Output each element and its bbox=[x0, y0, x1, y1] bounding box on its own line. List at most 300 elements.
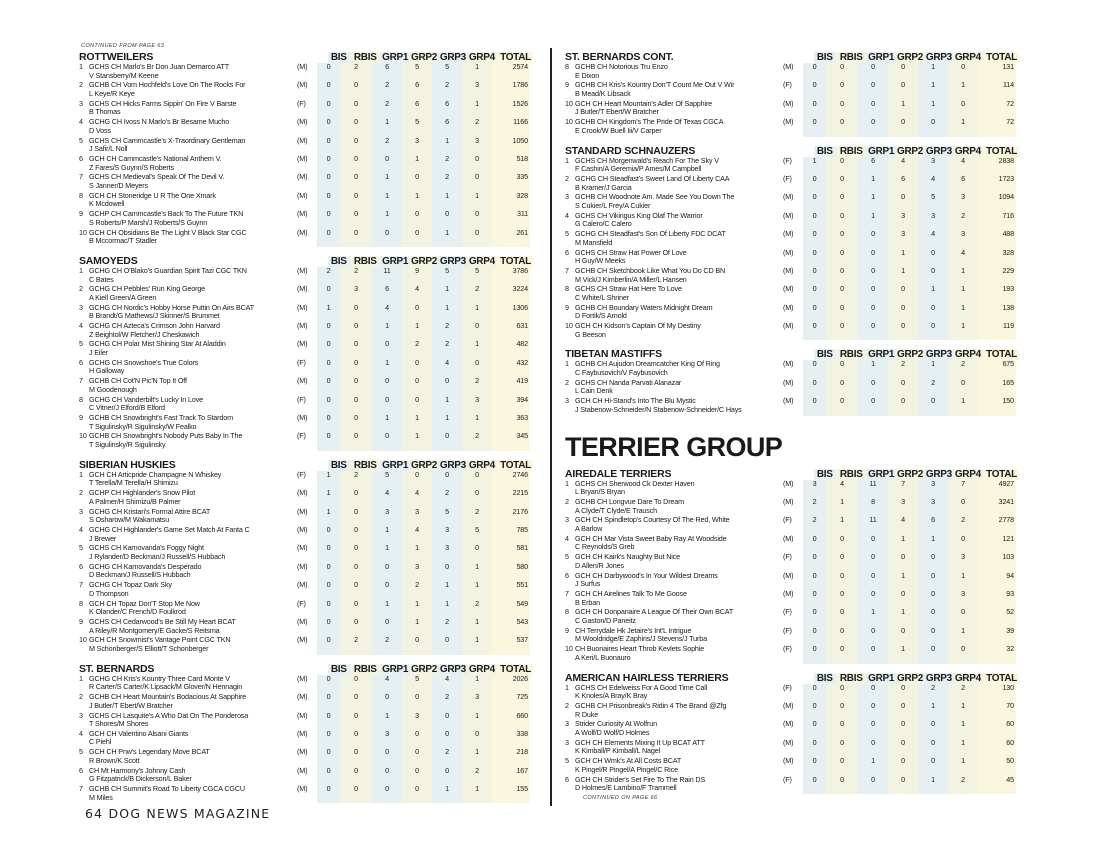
total-points: 72 bbox=[978, 100, 1016, 118]
rbis-count: 0 bbox=[826, 285, 858, 303]
grp3-count: 1 bbox=[432, 192, 462, 210]
grp2-count: 1 bbox=[888, 608, 918, 626]
total-points: 3241 bbox=[978, 498, 1016, 516]
total-points: 580 bbox=[492, 563, 530, 581]
rbis-count: 0 bbox=[340, 340, 372, 358]
rbis-count: 2 bbox=[340, 63, 372, 81]
grp1-count: 1 bbox=[372, 210, 402, 228]
grp1-count: 0 bbox=[858, 230, 888, 248]
dog-owners: J Butler/T Ebert/W Bratcher bbox=[575, 108, 659, 117]
dog-name: GCH CH Airelines Talk To Me Goose bbox=[575, 589, 687, 598]
grp3-count: 6 bbox=[918, 516, 948, 534]
dog-owners: H Guy/W Meeks bbox=[575, 257, 626, 266]
grp1-count: 0 bbox=[858, 81, 888, 99]
dog-sex: (F) bbox=[783, 155, 792, 165]
total-points: 482 bbox=[492, 340, 530, 358]
grp1-count: 0 bbox=[372, 377, 402, 395]
rbis-count: 0 bbox=[826, 379, 858, 397]
total-points: 631 bbox=[492, 322, 530, 340]
grp4-count: 1 bbox=[948, 702, 978, 720]
rbis-count: 0 bbox=[340, 748, 372, 766]
section-header bbox=[79, 458, 533, 471]
bis-count: 0 bbox=[317, 173, 340, 191]
grp3-count: 1 bbox=[918, 285, 948, 303]
grp1-count: 3 bbox=[372, 730, 402, 748]
rank-number: 6 bbox=[565, 774, 569, 784]
bis-count: 0 bbox=[803, 702, 826, 720]
rbis-count: 0 bbox=[826, 572, 858, 590]
dog-name: GCHG CH Kris's Kountry Three Card Monte V bbox=[89, 674, 230, 683]
total-points: 3224 bbox=[492, 285, 530, 303]
dog-owners: T Sigulinsky/R Sigulinsky/W Fealko bbox=[89, 422, 197, 431]
grp2-count: 0 bbox=[402, 377, 432, 395]
dog-entry bbox=[575, 645, 783, 663]
dog-name: GCH CH Pnw's Legendary Move BCAT bbox=[89, 748, 210, 757]
table-row bbox=[565, 608, 1019, 626]
bis-count: 0 bbox=[317, 81, 340, 99]
dog-entry bbox=[575, 285, 783, 303]
dog-sex: (F) bbox=[297, 469, 306, 479]
table-row bbox=[79, 322, 533, 340]
grp3-count: 1 bbox=[432, 304, 462, 322]
dog-sex: (M) bbox=[783, 533, 794, 543]
grp3-count: 2 bbox=[432, 322, 462, 340]
grp2-count: 0 bbox=[888, 81, 918, 99]
grp1-count: 0 bbox=[858, 535, 888, 553]
grp2-count: 3 bbox=[888, 212, 918, 230]
grp1-count: 4 bbox=[372, 489, 402, 507]
grp3-count: 0 bbox=[918, 249, 948, 267]
dog-name: GCHS CH Vikingus King Olaf The Warrior bbox=[575, 211, 703, 220]
rbis-count: 0 bbox=[340, 210, 372, 228]
table-row bbox=[565, 81, 1019, 99]
grp4-count: 1 bbox=[948, 285, 978, 303]
grp1-count: 11 bbox=[858, 516, 888, 534]
dog-sex: (F) bbox=[297, 431, 306, 441]
rbis-count: 0 bbox=[826, 590, 858, 608]
bis-count: 0 bbox=[317, 712, 340, 730]
rank-number: 10 bbox=[79, 227, 87, 237]
grp4-count: 1 bbox=[462, 785, 492, 803]
dog-name: GCHG CH Ivoss N Marlo's Br Besame Mucho bbox=[89, 118, 230, 127]
total-points: 119 bbox=[978, 322, 1016, 340]
grp2-count: 3 bbox=[402, 508, 432, 526]
dog-entry bbox=[575, 175, 783, 193]
grp3-count: 6 bbox=[432, 100, 462, 118]
rbis-count: 0 bbox=[340, 600, 372, 618]
total-points: 150 bbox=[978, 397, 1016, 415]
rank-number: 6 bbox=[79, 561, 83, 571]
total-points: 785 bbox=[492, 526, 530, 544]
grp1-count: 1 bbox=[858, 608, 888, 626]
table-row bbox=[79, 508, 533, 526]
dog-owners: S Cukier/L Frey/A Cukier bbox=[575, 201, 651, 210]
bis-count: 0 bbox=[803, 100, 826, 118]
dog-sex: (F) bbox=[783, 173, 792, 183]
grp2-count: 1 bbox=[402, 544, 432, 562]
grp4-count: 1 bbox=[948, 267, 978, 285]
table-row bbox=[565, 757, 1019, 775]
dog-owners: J Safir/L Noll bbox=[89, 145, 128, 154]
bis-count: 0 bbox=[803, 572, 826, 590]
grp4-count: 3 bbox=[948, 193, 978, 211]
total-points: 121 bbox=[978, 535, 1016, 553]
grp3-count: 2 bbox=[432, 340, 462, 358]
column-header-grp3: GRP3 bbox=[439, 52, 466, 63]
grp3-count: 0 bbox=[918, 118, 948, 136]
grp4-count: 7 bbox=[948, 480, 978, 498]
rbis-count: 0 bbox=[340, 489, 372, 507]
grp4-count: 1 bbox=[948, 118, 978, 136]
table-row bbox=[79, 526, 533, 544]
bis-count: 0 bbox=[317, 432, 340, 450]
grp2-count: 0 bbox=[402, 636, 432, 654]
grp2-count: 6 bbox=[402, 81, 432, 99]
dog-owners: S Roberts/P Marsh/J Roberts/S Guynn bbox=[89, 218, 208, 227]
grp4-count: 2 bbox=[462, 432, 492, 450]
table-row bbox=[79, 600, 533, 618]
dog-owners: J Rylander/D Beckman/J Russell/S Hubbach bbox=[89, 552, 226, 561]
grp1-count: 0 bbox=[372, 581, 402, 599]
grp4-count: 1 bbox=[462, 63, 492, 81]
grp2-count: 1 bbox=[888, 645, 918, 663]
rank-number: 7 bbox=[79, 376, 83, 386]
table-row bbox=[79, 544, 533, 562]
grp4-count: 1 bbox=[948, 757, 978, 775]
grp3-count: 2 bbox=[432, 748, 462, 766]
dog-entry bbox=[89, 192, 297, 210]
grp4-count: 3 bbox=[948, 553, 978, 571]
grp1-count: 1 bbox=[372, 544, 402, 562]
grp4-count: 2 bbox=[462, 377, 492, 395]
grp3-count: 1 bbox=[918, 100, 948, 118]
total-points: 328 bbox=[492, 192, 530, 210]
grp2-count: 5 bbox=[402, 675, 432, 693]
grp3-count: 5 bbox=[432, 63, 462, 81]
dog-name: GCHB CH Snowbright's Fast Track To Stardom bbox=[89, 414, 233, 423]
dog-owners: B Kramer/J Garcia bbox=[575, 183, 632, 192]
dog-entry bbox=[89, 173, 297, 191]
rbis-count: 0 bbox=[826, 118, 858, 136]
grp2-count: 5 bbox=[402, 118, 432, 136]
dog-entry bbox=[575, 684, 783, 702]
rbis-count: 0 bbox=[826, 739, 858, 757]
table-row bbox=[565, 267, 1019, 285]
total-points: 328 bbox=[978, 249, 1016, 267]
bis-count: 0 bbox=[803, 397, 826, 415]
dog-owners: A Wolf/D Wolf/D Holmes bbox=[575, 728, 650, 737]
grp2-count: 0 bbox=[888, 397, 918, 415]
rbis-count: 0 bbox=[340, 563, 372, 581]
rank-number: 7 bbox=[79, 580, 83, 590]
rank-number: 2 bbox=[565, 700, 569, 710]
rbis-count: 0 bbox=[826, 776, 858, 794]
grp4-count: 1 bbox=[462, 636, 492, 654]
bis-count: 0 bbox=[803, 81, 826, 99]
dog-name: Strider Curiosity At Wolfrun bbox=[575, 720, 657, 729]
total-points: 130 bbox=[978, 684, 1016, 702]
column-header-grp2: GRP2 bbox=[411, 459, 438, 471]
dog-sex: (M) bbox=[297, 321, 308, 331]
bis-count: 0 bbox=[803, 285, 826, 303]
rbis-count: 0 bbox=[340, 155, 372, 173]
column-header-total: TOTAL bbox=[982, 469, 1019, 480]
dog-sex: (M) bbox=[783, 284, 794, 294]
dog-sex: (M) bbox=[297, 153, 308, 163]
rank-number: 8 bbox=[565, 284, 569, 294]
grp4-count: 1 bbox=[462, 304, 492, 322]
dog-owners: L Cain Denk bbox=[575, 387, 613, 396]
dog-name: GCHS CH Karnovanda's Foggy Night bbox=[89, 544, 204, 553]
grp2-count: 0 bbox=[888, 553, 918, 571]
bis-count: 1 bbox=[803, 157, 826, 175]
grp3-count: 1 bbox=[918, 63, 948, 81]
total-points: 52 bbox=[978, 608, 1016, 626]
dog-entry bbox=[89, 267, 297, 285]
column-header-grp1: GRP1 bbox=[868, 468, 895, 480]
rank-number: 6 bbox=[79, 357, 83, 367]
dog-name: GCHG CH Steadfast's Sweet Land Of Liberty CAA bbox=[575, 174, 730, 183]
total-points: 1786 bbox=[492, 81, 530, 99]
rank-number: 2 bbox=[565, 173, 569, 183]
dog-name: GCH CH Strider's Set Fire To The Rain DS bbox=[575, 775, 706, 784]
section-header bbox=[79, 662, 533, 675]
rbis-count: 0 bbox=[826, 535, 858, 553]
grp4-count: 4 bbox=[948, 249, 978, 267]
dog-owners: A Palmer/H Shimizu/B Palmer bbox=[89, 497, 181, 506]
grp1-count: 0 bbox=[858, 285, 888, 303]
column-header-grp4: GRP4 bbox=[468, 255, 495, 267]
dog-owners: J Eiler bbox=[89, 349, 108, 358]
rbis-count: 0 bbox=[826, 684, 858, 702]
table-row bbox=[79, 414, 533, 432]
grp3-count: 0 bbox=[432, 432, 462, 450]
section-title: ROTTWEILERS bbox=[79, 51, 154, 63]
rbis-count: 2 bbox=[340, 636, 372, 654]
dog-sex: (M) bbox=[783, 719, 794, 729]
grp1-count: 0 bbox=[858, 553, 888, 571]
dog-owners: Z Beightol/W Fletcher/J Cheskawich bbox=[89, 330, 200, 339]
grp1-count: 1 bbox=[372, 414, 402, 432]
dog-name: GCHB CH Kris's Kountry Don'T Count Me Out V Wir bbox=[575, 81, 735, 90]
column-header-bis: BIS bbox=[814, 52, 836, 63]
dog-owners: C Piehl bbox=[89, 738, 112, 747]
bis-count: 0 bbox=[317, 210, 340, 228]
dog-sex: (M) bbox=[783, 192, 794, 202]
dog-entry bbox=[575, 249, 783, 267]
grp2-count: 2 bbox=[402, 340, 432, 358]
dog-name: GCHG CH Snowshoe's True Colors bbox=[89, 358, 199, 367]
section-title: SAMOYEDS bbox=[79, 254, 138, 267]
rank-number: 3 bbox=[79, 302, 83, 312]
rank-number: 3 bbox=[79, 506, 83, 516]
grp1-count: 1 bbox=[858, 175, 888, 193]
dog-owners: M Schonberger/S Elliott/T Schonberger bbox=[89, 644, 209, 653]
dog-owners: M Goodenough bbox=[89, 385, 137, 394]
bis-count: 0 bbox=[803, 230, 826, 248]
bis-count: 0 bbox=[803, 720, 826, 738]
grp1-count: 0 bbox=[858, 702, 888, 720]
rbis-count: 0 bbox=[826, 645, 858, 663]
rbis-count: 0 bbox=[826, 397, 858, 415]
grp2-count: 5 bbox=[402, 63, 432, 81]
table-row bbox=[565, 590, 1019, 608]
rank-number: 8 bbox=[565, 62, 569, 71]
grp1-count: 1 bbox=[372, 118, 402, 136]
grp1-count: 2 bbox=[372, 137, 402, 155]
rank-number: 2 bbox=[79, 692, 83, 702]
grp4-count: 2 bbox=[462, 508, 492, 526]
dog-sex: (M) bbox=[783, 302, 794, 312]
bis-count: 0 bbox=[317, 63, 340, 81]
dog-name: GCH CH Darbywood's In Your Wildest Dreams bbox=[575, 571, 718, 580]
dog-name: GCHS CH Straw Hat Here To Love bbox=[575, 285, 682, 294]
dog-owners: J Brewer bbox=[89, 534, 117, 543]
dog-name: GCHS CH Nanda Parvati Alanazar bbox=[575, 378, 682, 387]
table-row bbox=[565, 776, 1019, 794]
dog-name: GCHS CH Morgenwald's Reach For The Sky V bbox=[575, 156, 719, 165]
grp2-count: 3 bbox=[888, 498, 918, 516]
column-header-grp3: GRP3 bbox=[925, 52, 952, 63]
grp3-count: 0 bbox=[918, 757, 948, 775]
dog-entry bbox=[89, 618, 297, 636]
bis-count: 1 bbox=[317, 489, 340, 507]
dog-entry bbox=[575, 572, 783, 590]
rbis-count: 0 bbox=[826, 175, 858, 193]
dog-owners: B Erban bbox=[575, 598, 600, 607]
grp2-count: 0 bbox=[402, 210, 432, 228]
bis-count: 0 bbox=[803, 608, 826, 626]
total-points: 419 bbox=[492, 377, 530, 395]
dog-sex: (F) bbox=[783, 552, 792, 562]
grp1-count: 0 bbox=[372, 229, 402, 247]
dog-owners: D Beckman/J Russell/S Hubbach bbox=[89, 571, 191, 580]
grp3-count: 0 bbox=[918, 720, 948, 738]
dog-entry bbox=[575, 498, 783, 516]
dog-entry bbox=[89, 322, 297, 340]
grp4-count: 0 bbox=[462, 229, 492, 247]
column-header-grp1: GRP1 bbox=[382, 459, 409, 471]
grp2-count: 4 bbox=[888, 157, 918, 175]
dog-entry bbox=[89, 785, 297, 803]
dog-entry bbox=[89, 304, 297, 322]
table-row bbox=[79, 767, 533, 785]
bis-count: 0 bbox=[803, 304, 826, 322]
column-header-rbis: RBIS bbox=[350, 664, 381, 675]
grp4-count: 2 bbox=[462, 600, 492, 618]
rank-number: 3 bbox=[565, 515, 569, 525]
dog-entry bbox=[575, 157, 783, 175]
dog-owners: F Cashin/A Geremia/P Ames/M Campbell bbox=[575, 165, 702, 174]
grp4-count: 2 bbox=[948, 212, 978, 230]
grp3-count: 0 bbox=[432, 636, 462, 654]
dog-name: GCHB CH Vom Hochfeld's Love On The Rocks For bbox=[89, 81, 246, 90]
grp3-count: 0 bbox=[918, 304, 948, 322]
dog-entry bbox=[575, 757, 783, 775]
table-row bbox=[79, 304, 533, 322]
grp3-count: 0 bbox=[918, 397, 948, 415]
dog-name: GCHG CH Polar Mist Shining Star At Aladdin bbox=[89, 340, 226, 349]
breed-section bbox=[565, 144, 1019, 341]
grp3-count: 0 bbox=[918, 739, 948, 757]
dog-sex: (M) bbox=[297, 172, 308, 182]
dog-sex: (M) bbox=[783, 229, 794, 239]
grp4-count: 0 bbox=[462, 155, 492, 173]
grp2-count: 0 bbox=[402, 785, 432, 803]
rank-number: 3 bbox=[79, 710, 83, 720]
grp3-count: 1 bbox=[432, 285, 462, 303]
grp2-count: 6 bbox=[402, 100, 432, 118]
dog-owners: C Gaston/D Paneitz bbox=[575, 616, 636, 625]
dog-name: GCH CH Kairk's Naughty But Nice bbox=[575, 553, 680, 562]
grp2-count: 3 bbox=[402, 712, 432, 730]
dog-sex: (M) bbox=[783, 396, 794, 406]
dog-entry bbox=[89, 526, 297, 544]
rbis-count: 0 bbox=[340, 173, 372, 191]
dog-owners: B Mead/K Libsack bbox=[575, 89, 631, 98]
dog-sex: (M) bbox=[783, 98, 794, 108]
grp4-count: 0 bbox=[462, 730, 492, 748]
grp3-count: 0 bbox=[432, 377, 462, 395]
table-row bbox=[565, 645, 1019, 663]
rbis-count: 0 bbox=[826, 100, 858, 118]
grp2-count: 1 bbox=[888, 535, 918, 553]
column-header-bis: BIS bbox=[328, 52, 350, 63]
table-row bbox=[565, 322, 1019, 340]
grp3-count: 1 bbox=[918, 702, 948, 720]
grp4-count: 4 bbox=[948, 157, 978, 175]
grp2-count: 4 bbox=[402, 489, 432, 507]
dog-entry bbox=[89, 636, 297, 654]
dog-owners: G Beeson bbox=[575, 330, 606, 339]
grp4-count: 0 bbox=[948, 498, 978, 516]
column-header-grp3: GRP3 bbox=[925, 672, 952, 684]
group-title: TERRIER GROUP bbox=[565, 431, 783, 462]
total-points: 93 bbox=[978, 590, 1016, 608]
bis-count: 2 bbox=[803, 498, 826, 516]
column-header-rbis: RBIS bbox=[836, 673, 867, 684]
bis-count: 0 bbox=[317, 414, 340, 432]
dog-entry bbox=[575, 118, 783, 136]
column-header-total: TOTAL bbox=[496, 664, 533, 675]
grp1-count: 0 bbox=[858, 572, 888, 590]
grp2-count: 0 bbox=[888, 193, 918, 211]
dog-name: GCH CH Stoneridge U R The One Xmark bbox=[89, 191, 216, 200]
dog-name: GCH CH Spindletop's Courtesy Of The Red, White bbox=[575, 516, 730, 525]
rank-number: 7 bbox=[79, 784, 83, 794]
dog-entry bbox=[575, 608, 783, 626]
bis-count: 0 bbox=[803, 627, 826, 645]
dog-owners: C Bates bbox=[89, 275, 114, 284]
dog-entry bbox=[89, 767, 297, 785]
total-points: 72 bbox=[978, 118, 1016, 136]
table-row bbox=[79, 118, 533, 136]
section-title: ST. BERNARDS bbox=[79, 662, 155, 675]
table-row bbox=[79, 618, 533, 636]
grp3-count: 1 bbox=[918, 360, 948, 378]
grp2-count: 7 bbox=[888, 480, 918, 498]
dog-name: GCHB CH Notorious Tru Enzo bbox=[575, 63, 668, 71]
grp3-count: 4 bbox=[918, 175, 948, 193]
total-points: 50 bbox=[978, 757, 1016, 775]
grp3-count: 0 bbox=[918, 590, 948, 608]
column-header-grp2: GRP2 bbox=[897, 52, 924, 63]
grp4-count: 1 bbox=[462, 414, 492, 432]
column-header-total: TOTAL bbox=[496, 460, 533, 471]
column-header-total: TOTAL bbox=[982, 52, 1019, 63]
dog-sex: (M) bbox=[783, 588, 794, 598]
dog-sex: (M) bbox=[297, 561, 308, 571]
